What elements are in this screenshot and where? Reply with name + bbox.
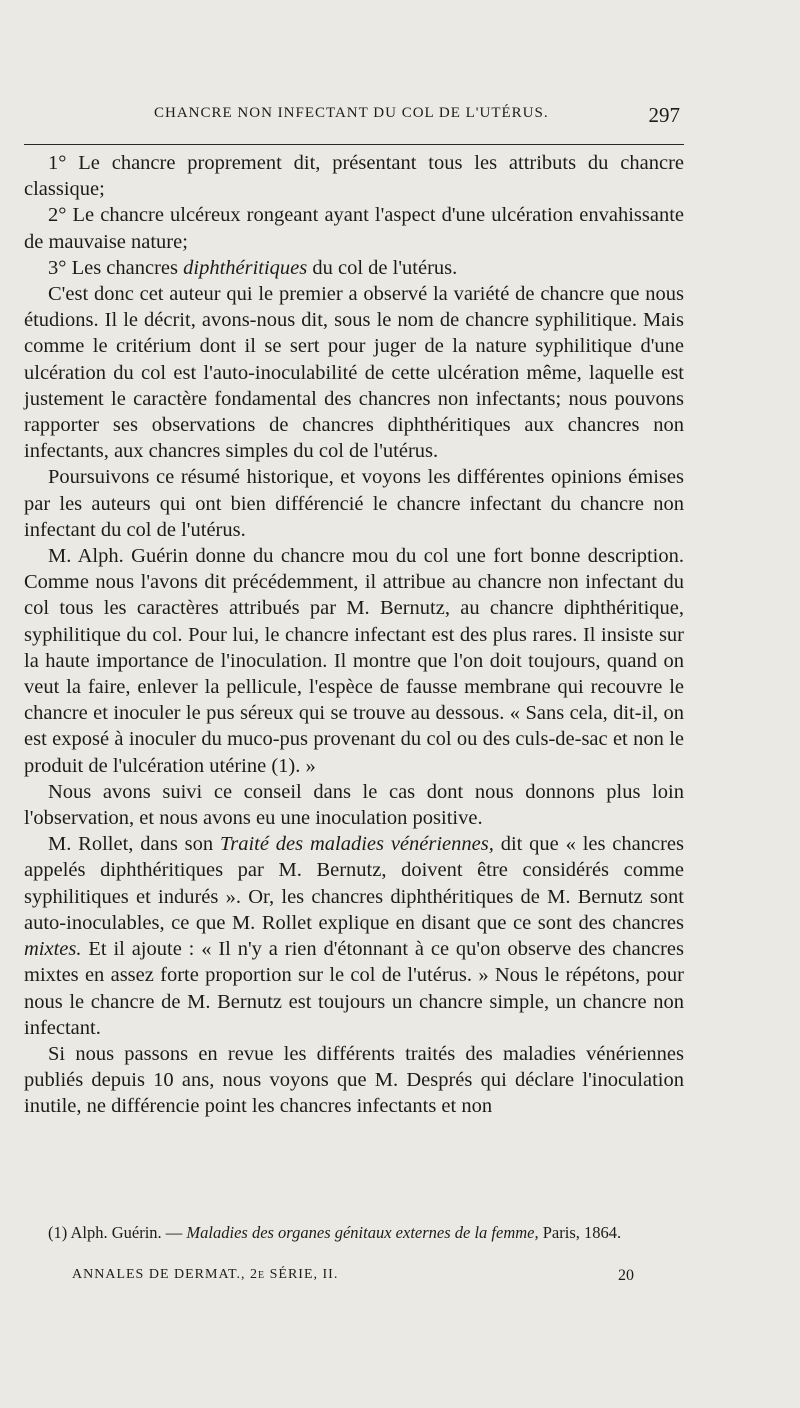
paragraph-9-text: Si nous passons en revue les différents traités des maladies vénériennes publiés depuis 10 ans, nous voyons que M. Després qui déclare l'inoculation inutile, ne différencie point les chancres infectants et non <box>24 1042 684 1118</box>
signature-mark: 20 <box>618 1267 634 1284</box>
paragraph-9 <box>24 1041 684 1120</box>
signature-line <box>72 1267 684 1289</box>
paragraph-8 <box>24 831 684 1041</box>
paragraph-3 <box>24 255 684 281</box>
paragraph-2-text: 2° Le chancre ulcéreux rongeant ayant l'aspect d'une ulcération envahissante de mauvaise nature; <box>24 204 684 253</box>
running-title: CHANCRE NON INFECTANT DU COL DE L'UTÉRUS. <box>154 105 549 121</box>
footnote-italic: Maladies des organes génitaux externes de la femme, <box>186 1223 539 1242</box>
paragraph-1-text: 1° Le chancre proprement dit, présentant tous les attributs du chancre classique; <box>24 152 684 201</box>
paragraph-5-text: Poursuivons ce résumé historique, et voyons les différentes opinions émises par les auteurs qui ont bien différencié le chancre infectant du chancre non infectant du col de l'utérus. <box>24 466 684 541</box>
running-head <box>24 105 684 129</box>
paragraph-5 <box>24 464 684 543</box>
paragraph-7-text: Nous avons suivi ce conseil dans le cas dont nous donnons plus loin l'observation, et nous avons eu une inoculation positive. <box>24 780 684 830</box>
footnote-text-end: Paris, 1864. <box>538 1223 622 1242</box>
page-number: 297 <box>648 103 680 127</box>
paragraph-8-italic-2: mixtes. <box>24 938 82 961</box>
paragraph-8-italic: Traité des maladies vénériennes, <box>219 833 494 856</box>
paragraph-3-text-end: du col de l'utérus. <box>307 256 458 279</box>
paragraph-3-text: 3° Les chancres <box>48 256 184 279</box>
paragraph-3-italic: diphthéritiques <box>183 256 308 279</box>
header-rule <box>24 144 684 145</box>
paragraph-8-text: M. Rollet, dans son <box>48 833 220 856</box>
paragraph-1 <box>24 150 684 202</box>
footnote-1 <box>24 1222 684 1243</box>
paragraph-7 <box>24 779 684 831</box>
body-text <box>24 150 684 1120</box>
paragraph-4-text: C'est donc cet auteur qui le premier a observé la variété de chancre que nous étudions. Il le décrit, avons-nous dit, sous le nom de chancre syphilitique. Mais comme le critérium dont il se sert pour juger de la nature syphilitique d'une ulcération du col est l'auto-inoculabilité de cette ulcération même, laquelle est justement le caractère fondamental des chancres non infectants; nous pouvons rapporter ses observations de chancres diphthéritiques aux chancres non infectants, aux chancres simples du col de l'utérus. <box>24 283 684 463</box>
journal-signature: ANNALES DE DERMAT., 2e SÉRIE, II. <box>72 1267 339 1282</box>
paragraph-6 <box>24 543 684 779</box>
footnote <box>24 1222 684 1243</box>
paragraph-6-text: M. Alph. Guérin donne du chancre mou du col une fort bonne description. Comme nous l'avons dit précédemment, il attribue au chancre non infectant du col tous les caractères attribués par M. Bernutz, au chancre diphthéritique, syphilitique du col. Pour lui, le chancre infectant est des plus rares. Il insiste sur la haute importance de l'inoculation. Il montre que l'on doit toujours, quand on veut la faire, enlever la pellicule, l'espèce de fausse membrane qui recouvre le chancre et inoculer le pus séreux qui se trouve au dessous. « Sans cela, dit-il, on est exposé à inoculer du muco-pus provenant du col ou des culs-de-sac et non le produit de l'ulcération utérine (1). » <box>24 545 684 777</box>
paragraph-4 <box>24 281 684 464</box>
paragraph-2 <box>24 202 684 254</box>
footnote-text: (1) Alph. Guérin. — <box>48 1223 187 1242</box>
paragraph-8-text-end: Et il ajoute : « Il n'y a rien d'étonnant à ce qu'on observe des chancres mixtes en assez forte proportion sur le col de l'utérus. » Nous le répétons, pour nous le chancre de M. Bernutz est toujours un chancre simple, un chancre non infectant. <box>24 938 684 1039</box>
paragraph-8-text-mid: dit que « les chancres appelés diphthéritiques par M. Bernutz, doivent être considérés comme syphilitiques et indurés ». Or, les chancres diphthéritiques de M. Bernutz sont auto-inoculables, ce que M. Rollet explique en disant que ce sont des chancres <box>24 833 684 934</box>
